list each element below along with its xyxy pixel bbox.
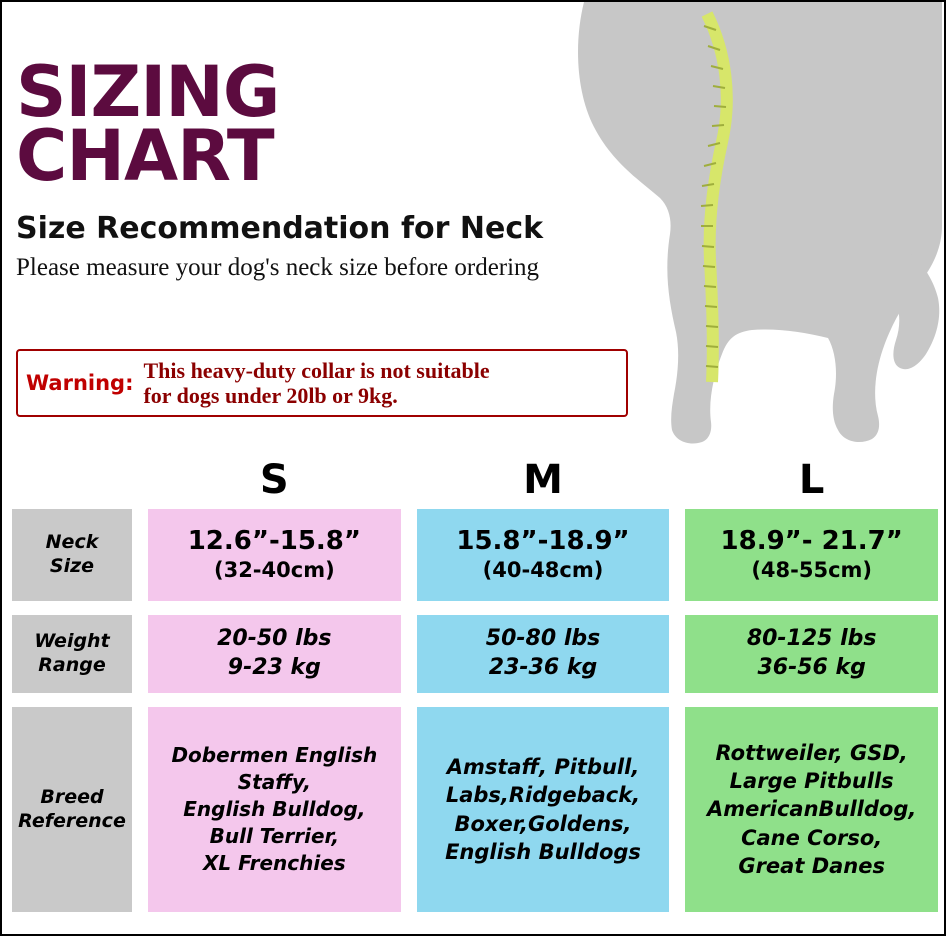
measuring-tape-ticks bbox=[701, 26, 726, 367]
table-corner-cell bbox=[12, 457, 132, 503]
weight-s-kg: 9-23 kg bbox=[227, 655, 321, 680]
breed-s-line-3: English Bulldog, bbox=[183, 797, 366, 821]
neck-size-l-cm: (48-55cm) bbox=[751, 557, 873, 582]
title-line-2: CHART bbox=[16, 115, 274, 198]
cell-breed-m bbox=[417, 707, 670, 912]
warning-text bbox=[143, 358, 489, 409]
column-header-s: S bbox=[259, 457, 289, 503]
header-block bbox=[16, 51, 676, 282]
breed-s-line-2: Staffy, bbox=[237, 770, 311, 794]
cell-weight-l bbox=[685, 615, 938, 693]
breed-l-line-2: Large Pitbulls bbox=[729, 768, 894, 793]
warning-text-line-1: This heavy-duty collar is not suitable bbox=[143, 357, 490, 383]
neck-size-m-cm: (40-48cm) bbox=[482, 557, 604, 582]
cell-breed-l bbox=[685, 707, 938, 912]
warning-text-line-2: for dogs under 20lb or 9kg. bbox=[143, 383, 398, 408]
weight-m-lbs: 50-80 lbs bbox=[485, 626, 601, 652]
breed-l-line-1: Rottweiler, GSD, bbox=[715, 740, 908, 765]
breed-l-line-3: AmericanBulldog, bbox=[707, 797, 917, 822]
weight-l-kg: 36-56 kg bbox=[757, 655, 866, 680]
weight-s-lbs: 20-50 lbs bbox=[217, 626, 332, 652]
breed-s-line-1: Dobermen English bbox=[171, 743, 378, 767]
neck-size-l-inches: 18.9”- 21.7” bbox=[720, 526, 903, 557]
cell-weight-m bbox=[417, 615, 670, 693]
column-header-l: L bbox=[798, 457, 825, 503]
breed-m-line-1: Amstaff, Pitbull, bbox=[446, 754, 640, 779]
row-label-neck-size bbox=[12, 509, 132, 601]
weight-l-lbs: 80-125 lbs bbox=[746, 626, 877, 652]
row-label-weight-range bbox=[12, 615, 132, 693]
row-label-breed-reference bbox=[12, 707, 132, 912]
breed-m-line-3: Boxer,Goldens, bbox=[454, 811, 632, 836]
cell-neck-size-s bbox=[148, 509, 401, 601]
subtitle: Size Recommendation for Neck bbox=[16, 210, 544, 246]
cell-weight-s bbox=[148, 615, 401, 693]
page-title bbox=[16, 51, 676, 198]
neck-size-m-inches: 15.8”-18.9” bbox=[456, 526, 630, 557]
breed-s-line-5: XL Frenchies bbox=[202, 851, 346, 875]
cell-neck-size-l bbox=[685, 509, 938, 601]
column-header-m: M bbox=[523, 457, 563, 503]
neck-size-s-inches: 12.6”-15.8” bbox=[187, 526, 361, 557]
cell-breed-s bbox=[148, 707, 401, 912]
table-row bbox=[12, 707, 938, 912]
table-row bbox=[12, 615, 938, 693]
row-label-neck-line-2: Size bbox=[49, 555, 95, 577]
neck-size-s-cm: (32-40cm) bbox=[213, 557, 335, 582]
table-header-row bbox=[12, 457, 938, 503]
breed-l-line-4: Cane Corso, bbox=[741, 825, 883, 850]
row-label-weight-line-1: Weight bbox=[34, 630, 110, 653]
row-label-breed-line-2: Reference bbox=[18, 809, 126, 832]
warning-label: Warning: bbox=[26, 371, 134, 395]
table-row bbox=[12, 509, 938, 601]
breed-l-line-5: Great Danes bbox=[738, 854, 885, 879]
instruction-text: Please measure your dog's neck size before ordering bbox=[16, 253, 540, 281]
row-label-neck-line-1: Neck bbox=[45, 531, 99, 554]
title-line-1: SIZING bbox=[16, 51, 280, 133]
weight-m-kg: 23-36 kg bbox=[488, 655, 598, 680]
cell-neck-size-m bbox=[417, 509, 670, 601]
sizing-table bbox=[12, 457, 938, 926]
measuring-tape-icon bbox=[707, 14, 727, 382]
breed-s-line-4: Bull Terrier, bbox=[209, 824, 340, 848]
row-label-weight-line-2: Range bbox=[38, 654, 106, 676]
breed-m-line-4: English Bulldogs bbox=[445, 839, 641, 864]
warning-box bbox=[16, 349, 628, 417]
breed-m-line-2: Labs,Ridgeback, bbox=[445, 783, 641, 808]
row-label-breed-line-1: Breed bbox=[40, 785, 104, 808]
